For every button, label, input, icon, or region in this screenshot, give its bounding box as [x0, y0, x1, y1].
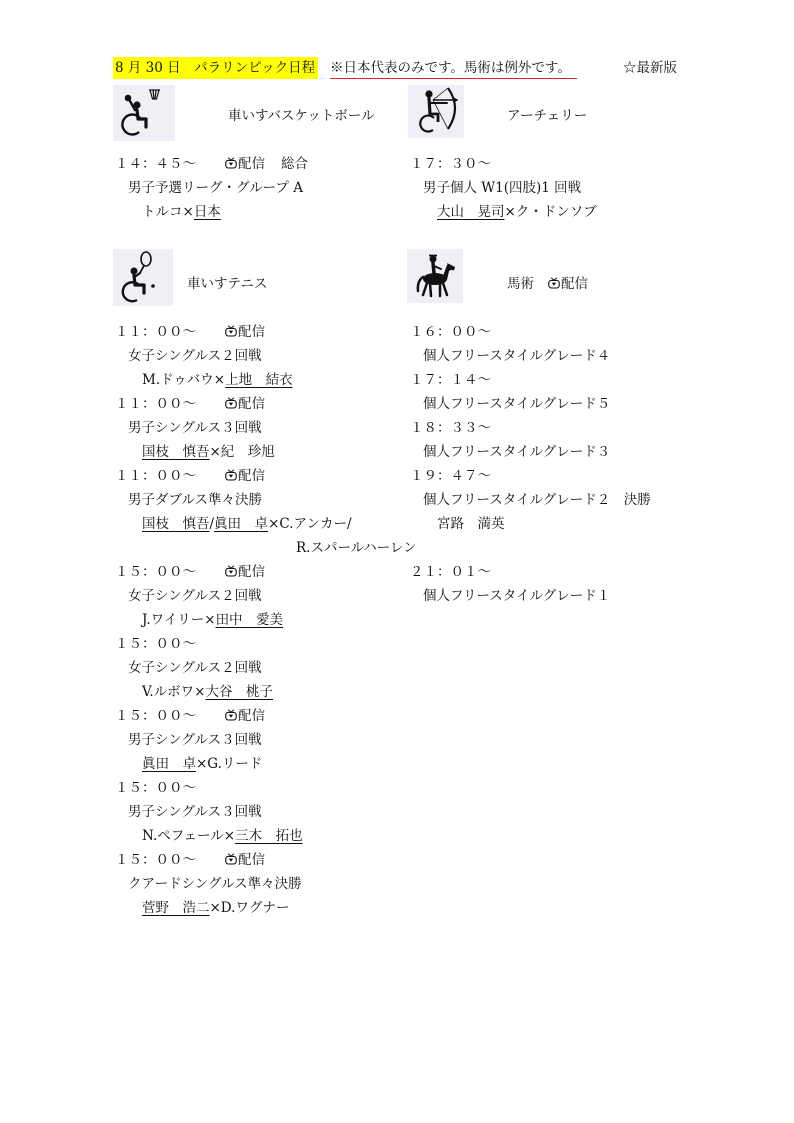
date-title: 8 月 30 日 パラリンピック日程	[113, 57, 318, 79]
session-time-line	[115, 320, 417, 344]
streaming-tv-icon	[225, 709, 237, 721]
session-time: １７：３０～	[410, 156, 491, 172]
stream-label: 配信	[561, 276, 588, 292]
basketball-title: 車いすバスケットボール	[228, 108, 375, 124]
session-time: １９：４７～	[410, 468, 491, 484]
equestrian-schedule	[410, 320, 651, 608]
match-line	[115, 896, 417, 920]
session-time: １５：００～	[115, 780, 196, 796]
japan-athlete-name: 菅野 浩二	[142, 900, 210, 916]
session-time: １５：００～	[115, 564, 196, 580]
event-name: 男子シングルス３回戦	[128, 804, 262, 820]
opponent-name: V.ルボワ×	[142, 684, 206, 700]
streaming-tv-icon	[225, 157, 237, 169]
event-name: クアードシングルス準々決勝	[128, 876, 302, 892]
japan-athlete-name: 国枝 慎吾	[142, 516, 210, 532]
match-line	[115, 512, 417, 536]
japan-athlete-name: 大山 晃司	[437, 204, 505, 220]
stream-label: 配信	[238, 396, 265, 412]
archery-icon	[408, 85, 464, 138]
event-name: 女子シングルス２回戦	[128, 348, 262, 364]
session-time: １７：１４～	[410, 372, 491, 388]
pair-separator: /	[209, 516, 215, 532]
stream-label: 配信	[238, 708, 265, 724]
japan-athlete-name: 上地 結衣	[225, 372, 293, 388]
tennis-title: 車いすテニス	[187, 276, 268, 292]
streaming-tv-icon	[225, 565, 237, 577]
session-time-line	[115, 704, 417, 728]
event-name: 個人フリースタイルグレード２ 決勝	[423, 492, 651, 508]
session-time: １６：００～	[410, 324, 491, 340]
channel-label: 総合	[281, 156, 308, 172]
event-name: 個人フリースタイルグレード４	[423, 348, 611, 364]
session-time: １５：００～	[115, 852, 196, 868]
event-name: 個人フリースタイルグレード３	[423, 444, 611, 460]
match-line	[115, 200, 308, 224]
equestrian-title	[507, 274, 588, 294]
event-name: 男子ダブルス準々決勝	[128, 492, 263, 508]
japan-athlete-name: 三木 拓也	[235, 828, 303, 844]
archery-schedule	[410, 152, 597, 224]
stream-label: 配信	[238, 324, 265, 340]
session-time-line	[115, 848, 417, 872]
wheelchair-tennis-tile	[113, 249, 173, 306]
stream-label: 配信	[238, 852, 265, 868]
opponent-name: R.スパールハーレン	[296, 540, 417, 556]
event-name: 男子シングルス３回戦	[128, 420, 262, 436]
japan-athlete-name: 国枝 慎吾	[142, 444, 210, 460]
event-name: 男子シングルス３回戦	[128, 732, 262, 748]
athlete-name: 宮路 満英	[437, 516, 505, 532]
equestrian-tile	[407, 249, 463, 303]
streaming-tv-icon	[225, 853, 237, 865]
stream-label: 配信	[238, 564, 265, 580]
session-time: １１：００～	[115, 468, 196, 484]
match-line	[115, 608, 417, 632]
japan-athlete-name: 眞田 卓	[214, 516, 269, 532]
opponent-name: ×紀 珍旭	[209, 444, 275, 460]
session-time-line	[115, 392, 417, 416]
session-time: １５：００～	[115, 636, 196, 652]
stream-label: 配信	[238, 156, 265, 172]
match-line	[115, 368, 417, 392]
japan-athlete-name: 眞田 卓	[142, 756, 196, 772]
streaming-tv-icon	[225, 325, 237, 337]
tennis-schedule	[115, 320, 417, 920]
blank-line	[410, 536, 651, 560]
streaming-tv-icon	[225, 397, 237, 409]
match-line	[115, 680, 417, 704]
japan-athlete-name: 田中 愛美	[215, 612, 284, 628]
event-name: 個人フリースタイルグレード５	[423, 396, 611, 412]
streaming-tv-icon	[548, 277, 560, 289]
session-time: １５：００～	[115, 708, 196, 724]
session-time-line	[115, 464, 417, 488]
match-line	[410, 200, 597, 224]
wheelchair-tennis-icon	[113, 249, 173, 306]
session-time-line	[115, 560, 417, 584]
japan-team-name: 日本	[193, 204, 221, 220]
stream-label: 配信	[238, 468, 265, 484]
equestrian-icon	[407, 249, 463, 303]
opponent-name: ×C.アンカー/	[268, 516, 352, 532]
session-time: １１：００～	[115, 396, 196, 412]
session-time: ２１：０１～	[410, 564, 491, 580]
session-time: １４：４５～	[115, 156, 196, 172]
session-time: １８：３３～	[410, 420, 491, 436]
opponent-name: J.ワイリー×	[142, 612, 216, 628]
basketball-schedule	[115, 152, 308, 224]
event-name: 女子シングルス２回戦	[128, 588, 262, 604]
session-time-line	[115, 152, 308, 176]
event-name: 男子予選リーグ・グループ A	[128, 180, 303, 196]
match-line	[115, 752, 417, 776]
opponent-name: ×ク・ドンソブ	[504, 204, 597, 220]
session-time: １１：００～	[115, 324, 196, 340]
event-name: 個人フリースタイルグレード１	[423, 588, 611, 604]
streaming-tv-icon	[225, 469, 237, 481]
archery-title: アーチェリー	[507, 108, 588, 124]
japan-athlete-name: 大谷 桃子	[205, 684, 273, 700]
event-name: 男子個人 W1(四肢)1 回戦	[423, 180, 582, 196]
version-label: ☆最新版	[623, 60, 677, 76]
match-line	[115, 440, 417, 464]
wheelchair-basketball-icon	[113, 85, 175, 141]
opponent-name: N.ペフェール×	[142, 828, 236, 844]
opponent-name: ×G.リード	[196, 756, 263, 772]
event-name: 女子シングルス２回戦	[128, 660, 262, 676]
opponent-name: ×D.ワグナー	[209, 900, 290, 916]
match-line	[115, 824, 417, 848]
opponent-name: M.ドゥバウ×	[142, 372, 226, 388]
equestrian-title-text: 馬術	[507, 276, 534, 292]
archery-tile	[408, 85, 464, 138]
note-text: ※日本代表のみです。馬術は例外です。	[330, 57, 577, 79]
wheelchair-basketball-tile	[113, 85, 175, 141]
opponent-name: トルコ×	[142, 204, 194, 220]
